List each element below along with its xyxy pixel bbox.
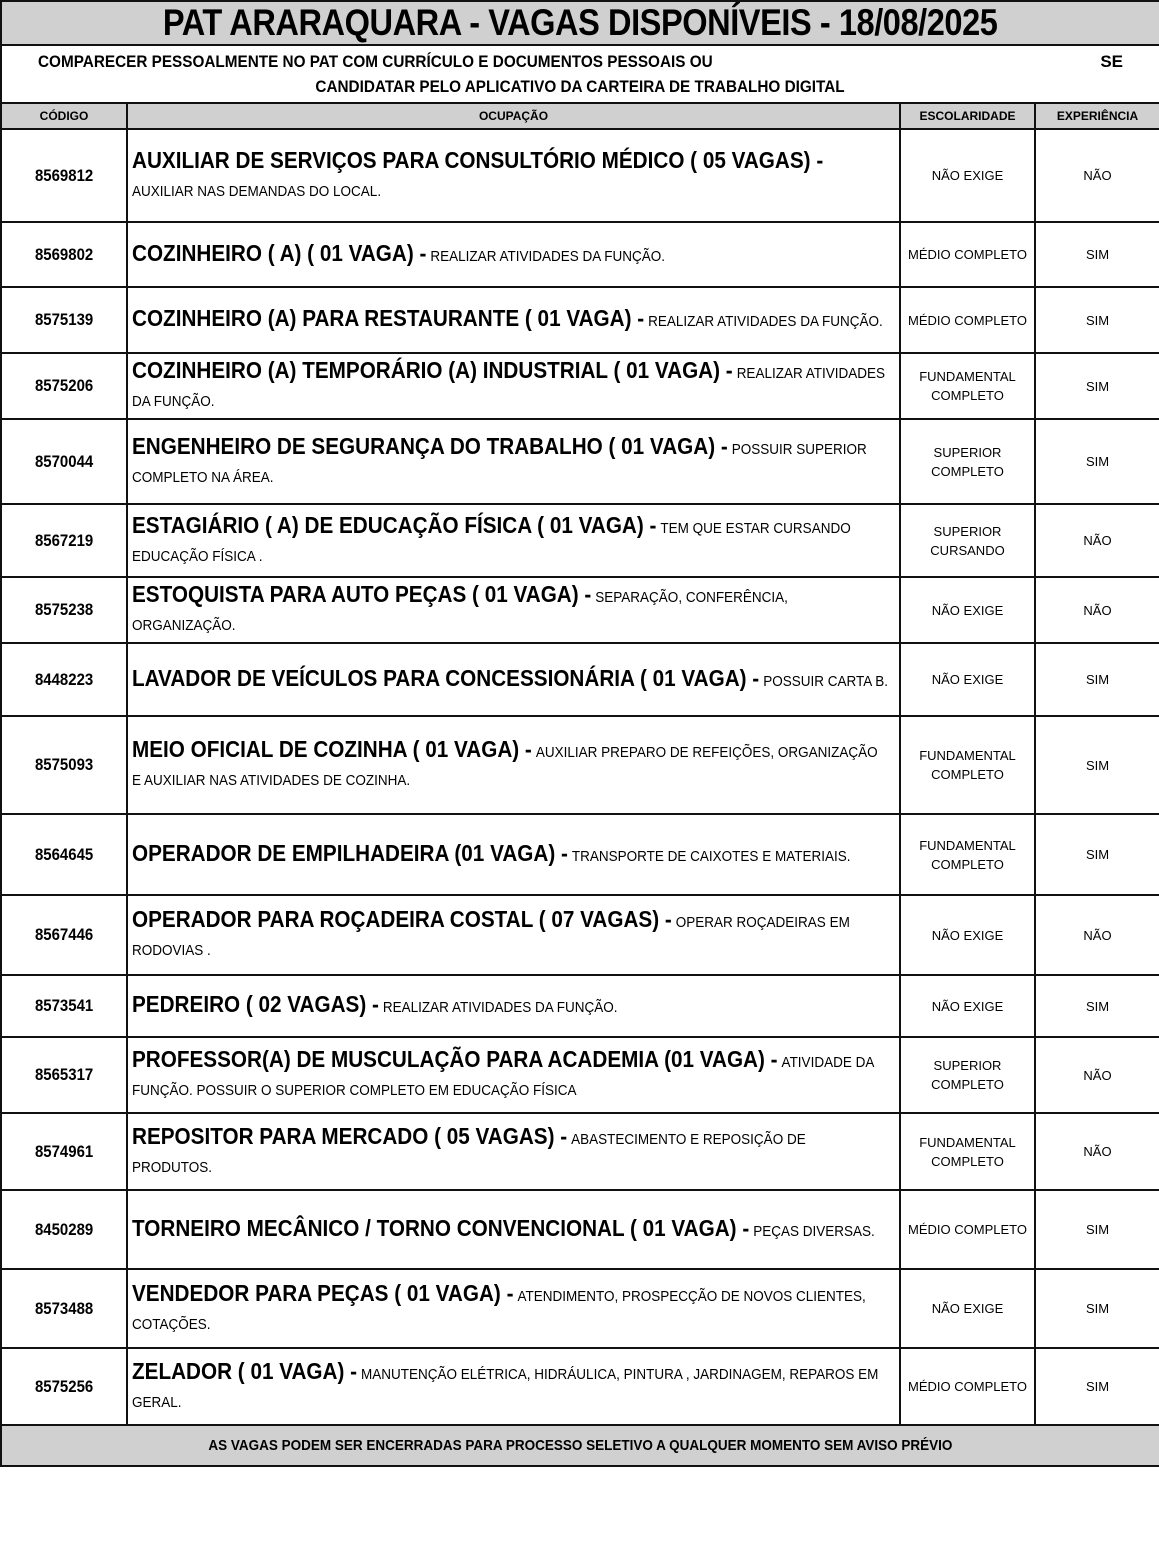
table-row	[1, 1269, 1159, 1348]
job-experience: SIM	[1035, 222, 1159, 287]
job-occupation	[127, 895, 900, 975]
job-title: PEDREIRO ( 02 VAGAS) -	[132, 991, 379, 1017]
job-education: NÃO EXIGE	[900, 1269, 1035, 1348]
job-description: REALIZAR ATIVIDADES DA FUNÇÃO.	[648, 313, 883, 330]
table-row	[1, 643, 1159, 716]
job-education: SUPERIOR CURSANDO	[900, 504, 1035, 577]
job-code-text: 8575238	[34, 600, 94, 619]
job-code-text: 8575093	[34, 755, 94, 774]
job-code-text: 8569802	[34, 244, 94, 264]
job-education: NÃO EXIGE	[900, 895, 1035, 975]
job-description: PEÇAS DIVERSAS.	[753, 1222, 875, 1240]
job-code-text: 8575139	[34, 310, 94, 329]
instructions-line-2: CANDIDATAR PELO APLICATIVO DA CARTEIRA DE TRABALHO DIGITAL	[315, 77, 846, 96]
job-code	[1, 287, 127, 353]
job-education: FUNDAMENTAL COMPLETO	[900, 1113, 1035, 1190]
job-title: LAVADOR DE VEÍCULOS PARA CONCESSIONÁRIA ( 01 VAGA) -	[132, 664, 760, 691]
job-occupation	[127, 643, 900, 716]
job-title: REPOSITOR PARA MERCADO ( 05 VAGAS) -	[132, 1122, 568, 1149]
page-title	[1, 1, 1159, 45]
job-description: ABASTECIMENTO E REPOSIÇÃO DE PRODUTOS.	[132, 1130, 806, 1176]
job-code-text: 8573541	[34, 996, 94, 1015]
job-title: OPERADOR PARA ROÇADEIRA COSTAL ( 07 VAGAS) -	[132, 906, 672, 932]
job-code	[1, 504, 127, 577]
job-experience: SIM	[1035, 975, 1159, 1037]
job-code	[1, 895, 127, 975]
job-education: NÃO EXIGE	[900, 643, 1035, 716]
job-education: MÉDIO COMPLETO	[900, 1348, 1035, 1425]
job-experience: SIM	[1035, 287, 1159, 353]
footer-notice	[1, 1425, 1159, 1466]
table-row	[1, 716, 1159, 814]
table-row	[1, 814, 1159, 895]
job-title: VENDEDOR PARA PEÇAS ( 01 VAGA) -	[132, 1279, 514, 1306]
table-row	[1, 353, 1159, 419]
job-title: ZELADOR ( 01 VAGA) -	[132, 1357, 358, 1384]
table-row	[1, 895, 1159, 975]
job-occupation	[127, 504, 900, 577]
job-occupation	[127, 1113, 900, 1190]
column-header-education: ESCOLARIDADE	[900, 103, 1035, 129]
job-description: ATIVIDADE DA FUNÇÃO. POSSUIR O SUPERIOR COMPLETO EM EDUCAÇÃO FÍSICA	[132, 1054, 874, 1099]
job-code-text: 8450289	[34, 1219, 94, 1239]
job-education: MÉDIO COMPLETO	[900, 222, 1035, 287]
job-title: ESTOQUISTA PARA AUTO PEÇAS ( 01 VAGA) -	[132, 581, 592, 607]
job-description: TEM QUE ESTAR CURSANDO EDUCAÇÃO FÍSICA .	[132, 519, 851, 565]
job-occupation	[127, 287, 900, 353]
job-code	[1, 1037, 127, 1113]
job-education: SUPERIOR COMPLETO	[900, 1037, 1035, 1113]
job-title: COZINHEIRO (A) PARA RESTAURANTE ( 01 VAGA) -	[132, 305, 645, 331]
job-code	[1, 129, 127, 222]
job-code-text: 8575206	[34, 376, 94, 395]
job-experience: SIM	[1035, 353, 1159, 419]
job-description: AUXILIAR PREPARO DE REFEIÇÕES, ORGANIZAÇÃO E AUXILIAR NAS ATIVIDADES DE COZINHA.	[132, 744, 878, 789]
job-code	[1, 1190, 127, 1269]
table-row	[1, 129, 1159, 222]
job-code-text: 8575256	[34, 1376, 94, 1396]
job-occupation	[127, 419, 900, 504]
job-education: MÉDIO COMPLETO	[900, 1190, 1035, 1269]
job-experience: SIM	[1035, 1348, 1159, 1425]
job-code-text: 8574961	[34, 1141, 94, 1161]
table-row	[1, 287, 1159, 353]
job-code-text: 8567219	[34, 530, 94, 550]
job-code-text: 8564645	[34, 844, 94, 864]
job-education: SUPERIOR COMPLETO	[900, 419, 1035, 504]
table-row	[1, 1190, 1159, 1269]
job-experience: NÃO	[1035, 1037, 1159, 1113]
job-code	[1, 814, 127, 895]
job-description: ATENDIMENTO, PROSPECÇÃO DE NOVOS CLIENTES, COTAÇÕES.	[132, 1287, 866, 1333]
job-code-text: 8569812	[34, 165, 94, 185]
job-title: MEIO OFICIAL DE COZINHA ( 01 VAGA) -	[132, 736, 532, 762]
job-code	[1, 577, 127, 643]
job-code	[1, 419, 127, 504]
job-occupation	[127, 716, 900, 814]
job-code	[1, 643, 127, 716]
job-code	[1, 975, 127, 1037]
job-description: MANUTENÇÃO ELÉTRICA, HIDRÁULICA, PINTURA , JARDINAGEM, REPAROS EM GERAL.	[132, 1365, 879, 1411]
job-experience: SIM	[1035, 643, 1159, 716]
job-education: NÃO EXIGE	[900, 577, 1035, 643]
job-code	[1, 222, 127, 287]
job-description: REALIZAR ATIVIDADES DA FUNÇÃO.	[382, 999, 618, 1016]
page-title-text: PAT ARARAQUARA - VAGAS DISPONÍVEIS - 18/08/2025	[163, 2, 998, 43]
table-row	[1, 1037, 1159, 1113]
table-row	[1, 504, 1159, 577]
job-occupation	[127, 222, 900, 287]
job-experience: SIM	[1035, 1190, 1159, 1269]
job-experience: SIM	[1035, 716, 1159, 814]
job-title: COZINHEIRO (A) TEMPORÁRIO (A) INDUSTRIAL ( 01 VAGA) -	[132, 357, 733, 383]
job-experience: SIM	[1035, 1269, 1159, 1348]
job-title: PROFESSOR(A) DE MUSCULAÇÃO PARA ACADEMIA (01 VAGA) -	[132, 1046, 778, 1072]
job-code	[1, 353, 127, 419]
job-experience: NÃO	[1035, 1113, 1159, 1190]
instructions-se: SE	[1100, 52, 1123, 71]
job-education: FUNDAMENTAL COMPLETO	[900, 353, 1035, 419]
job-occupation	[127, 975, 900, 1037]
job-experience: SIM	[1035, 814, 1159, 895]
instructions	[1, 45, 1159, 103]
column-header-experience: EXPERIÊNCIA	[1035, 103, 1159, 129]
job-description: REALIZAR ATIVIDADES DA FUNÇÃO.	[430, 247, 665, 265]
job-code	[1, 1269, 127, 1348]
job-code	[1, 1113, 127, 1190]
job-description: TRANSPORTE DE CAIXOTES E MATERIAIS.	[571, 847, 851, 865]
table-row	[1, 1113, 1159, 1190]
job-title: ESTAGIÁRIO ( A) DE EDUCAÇÃO FÍSICA ( 01 VAGA) -	[132, 511, 657, 538]
job-education: MÉDIO COMPLETO	[900, 287, 1035, 353]
job-experience: NÃO	[1035, 577, 1159, 643]
column-header-code: CÓDIGO	[1, 103, 127, 129]
job-occupation	[127, 1037, 900, 1113]
job-title: AUXILIAR DE SERVIÇOS PARA CONSULTÓRIO MÉDICO ( 05 VAGAS) -	[132, 146, 824, 173]
job-code-text: 8573488	[34, 1298, 94, 1318]
instructions-line-1: COMPARECER PESSOALMENTE NO PAT COM CURRÍCULO E DOCUMENTOS PESSOAIS OU	[38, 52, 713, 71]
job-experience: NÃO	[1035, 504, 1159, 577]
table-body	[1, 129, 1159, 1425]
job-description: POSSUIR SUPERIOR COMPLETO NA ÁREA.	[132, 440, 867, 486]
job-code-text: 8565317	[34, 1065, 94, 1084]
job-occupation	[127, 353, 900, 419]
job-education: NÃO EXIGE	[900, 975, 1035, 1037]
job-description: POSSUIR CARTA B.	[763, 672, 888, 690]
table-row	[1, 419, 1159, 504]
job-title: TORNEIRO MECÂNICO / TORNO CONVENCIONAL ( 01 VAGA) -	[132, 1214, 750, 1241]
table-row	[1, 577, 1159, 643]
job-experience: NÃO	[1035, 895, 1159, 975]
job-education: FUNDAMENTAL COMPLETO	[900, 814, 1035, 895]
footer-notice-text: AS VAGAS PODEM SER ENCERRADAS PARA PROCESSO SELETIVO A QUALQUER MOMENTO SEM AVISO PRÉVIO	[208, 1437, 953, 1454]
column-header-occupation: OCUPAÇÃO	[127, 103, 900, 129]
table-row	[1, 222, 1159, 287]
job-title: ENGENHEIRO DE SEGURANÇA DO TRABALHO ( 01 VAGA) -	[132, 432, 728, 459]
job-code	[1, 716, 127, 814]
job-education: NÃO EXIGE	[900, 129, 1035, 222]
job-description: AUXILIAR NAS DEMANDAS DO LOCAL.	[132, 182, 382, 200]
column-headers	[1, 103, 1159, 129]
job-code-text: 8570044	[34, 451, 94, 471]
job-title: OPERADOR DE EMPILHADEIRA (01 VAGA) -	[132, 839, 568, 866]
job-description: OPERAR ROÇADEIRAS EM RODOVIAS .	[132, 914, 850, 959]
job-occupation	[127, 129, 900, 222]
job-occupation	[127, 1348, 900, 1425]
job-occupation	[127, 577, 900, 643]
job-code-text: 8567446	[34, 925, 94, 944]
job-code-text: 8448223	[34, 669, 94, 689]
job-experience: NÃO	[1035, 129, 1159, 222]
job-occupation	[127, 814, 900, 895]
job-title: COZINHEIRO ( A) ( 01 VAGA) -	[132, 239, 427, 266]
job-description: REALIZAR ATIVIDADES DA FUNÇÃO.	[132, 365, 885, 410]
job-occupation	[127, 1190, 900, 1269]
job-experience: SIM	[1035, 419, 1159, 504]
job-education: FUNDAMENTAL COMPLETO	[900, 716, 1035, 814]
job-description: SEPARAÇÃO, CONFERÊNCIA, ORGANIZAÇÃO.	[132, 589, 788, 634]
job-code	[1, 1348, 127, 1425]
job-occupation	[127, 1269, 900, 1348]
table-row	[1, 975, 1159, 1037]
table-row	[1, 1348, 1159, 1425]
